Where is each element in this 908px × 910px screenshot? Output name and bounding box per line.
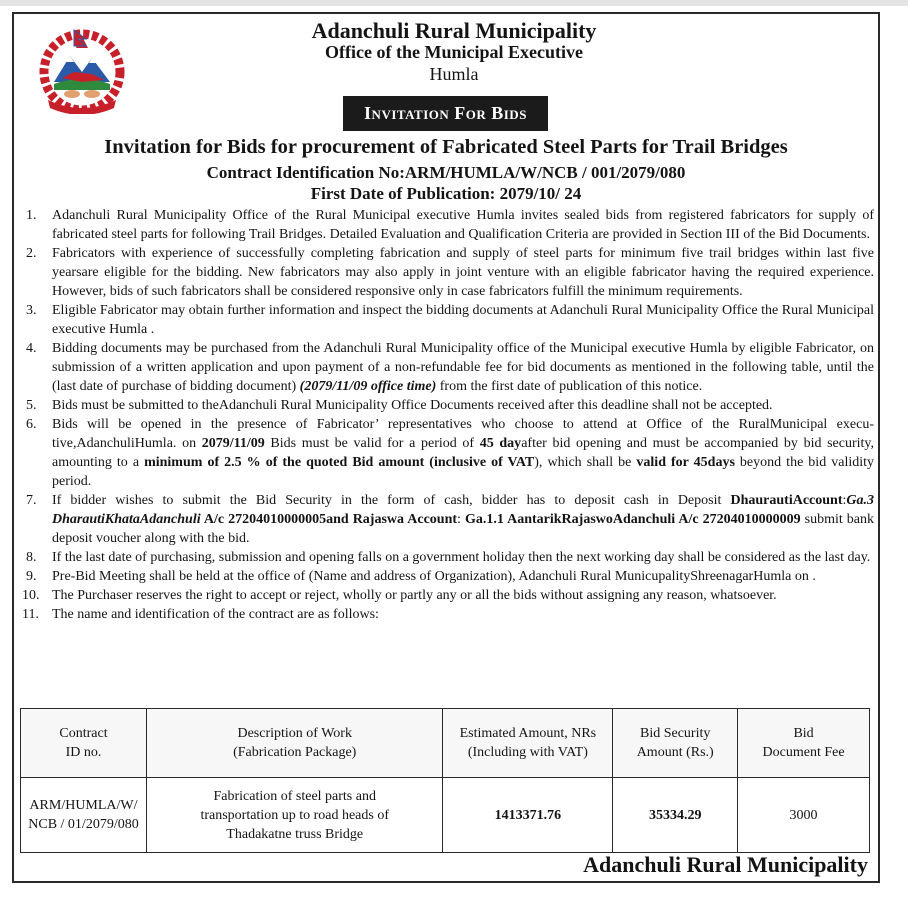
header-line: Bid [793, 726, 814, 741]
cell-contract-id [21, 778, 147, 853]
table-header-row [21, 709, 870, 778]
top-edge [0, 0, 908, 6]
clause-5 [22, 396, 874, 415]
header-line: Estimated Amount, NRs [459, 726, 597, 741]
header-line: (Including with VAT) [467, 745, 588, 760]
footer-signature: Adanchuli Rural Municipality [583, 852, 868, 877]
purchase-deadline: (2079/11/09 office time) [299, 379, 437, 394]
cell-document-fee: 3000 [738, 778, 870, 853]
cell-bid-security: 35334.29 [613, 778, 738, 853]
header-line: ID no. [65, 745, 102, 760]
clause-10 [22, 586, 874, 605]
office-name: Office of the Municipal Executive [325, 42, 583, 62]
publication-date: First Date of Publication: 2079/10/ 24 [310, 184, 582, 203]
cell-line: Thadakatne truss Bridge [226, 826, 364, 842]
organization-name: Adanchuli Rural Municipality [311, 18, 597, 43]
header-line: Contract [59, 726, 108, 741]
clause-number: 1. [26, 208, 37, 223]
header-contract-id [21, 709, 147, 778]
clause-6 [22, 415, 874, 491]
notice-title: Invitation for Bids for procurement of Fabricated Steel Parts for Trail Bridges [104, 136, 788, 158]
clause-8 [22, 548, 874, 567]
clause-text: Bids must be submitted to theAdanchuli Rural Municipality Office Documents received after this deadline shall not be accepted. [52, 398, 773, 413]
deposit-account-name: Ga.3 DharautiKhataAdanchuli [52, 493, 874, 527]
clause-number: 10. [22, 588, 40, 603]
clause-text: ), which shall be [534, 455, 637, 470]
clause-text: Pre-Bid Meeting shall be held at the office of (Name and address of Organization), Adanchuli Rural MunicupalityShreenagarHumla on . [52, 569, 816, 584]
clause-text: from the first date of publication of this notice. [436, 379, 703, 394]
contract-table [20, 708, 870, 853]
clause-list [22, 206, 874, 624]
header-line: Amount (Rs.) [636, 745, 714, 760]
cell-line: NCB / 01/2079/080 [28, 817, 139, 832]
clause-number: 9. [26, 569, 37, 584]
clause-number: 8. [26, 550, 37, 565]
clause-text: The name and identification of the contract are as follows: [52, 607, 379, 622]
clause-text: after bid opening and must be accompanied by bid security, amounting to a [52, 436, 875, 470]
clause-number: 4. [26, 341, 37, 356]
security-percentage: minimum of 2.5 % of the quoted Bid amount (inclusive of VAT [144, 455, 535, 470]
cell-line: Fabrication of steel parts and [213, 788, 376, 804]
clause-9 [22, 567, 874, 586]
clause-text: : [457, 512, 465, 527]
clause-number: 7. [26, 493, 37, 508]
deposit-account: DhaurautiAccount [730, 493, 843, 508]
cell-line: ARM/HUMLA/W/ [29, 798, 138, 813]
clause-text: Bids will be opened in the presence of Fabricator’ representatives who choose to attend at Office of the RuralMunicipal execu-tive,AdanchuliHumla. on [52, 417, 874, 451]
district-name: Humla [429, 64, 479, 84]
clause-text: Fabricators with experience of successfully completing fabrication and supply of steel parts for minimum five trail bridges within last five yearsare eligible for the bidding. New fabricators may also apply in joint venture with an eligible fabricator having the required experience. However, bids of such fabricators shall be considered responsive only in case fabricators fulfill the minimum requirements. [52, 246, 874, 299]
clause-number: 3. [26, 303, 37, 318]
header-line: Description of Work [237, 726, 352, 741]
clause-number: 6. [26, 417, 37, 432]
clause-number: 11. [22, 607, 39, 622]
header-line: (Fabrication Package) [233, 745, 357, 760]
clause-text: Adanchuli Rural Municipality Office of the Rural Municipal executive Humla invites sealed bids from registered fabricators for supply of fabricated steel parts for following Trail Bridges. Detailed Evaluation and Qualification Criteria are provided in Section III of the Bid Documents. [52, 208, 874, 242]
clause-4 [22, 339, 874, 396]
clause-text: The Purchaser reserves the right to accept or reject, wholly or partly any or all the bids without assigning any reason, whatsoever. [52, 588, 777, 603]
cell-estimated-amount: 1413371.76 [443, 778, 613, 853]
clause-text: beyond the bid validity period. [52, 455, 874, 489]
clause-text: If the last date of purchasing, submission and opening falls on a government holiday then the next working day shall be considered as the last day. [52, 550, 871, 565]
invitation-badge: Invitation For Bids [343, 96, 548, 131]
table-row [21, 778, 870, 853]
clause-text: submit bank deposit voucher along with the bid. [52, 512, 874, 546]
cell-line: transportation up to road heads of [200, 807, 389, 823]
validity-days: 45 day [479, 436, 522, 451]
clause-text: If bidder wishes to submit the Bid Security in the form of cash, bidder has to deposit cash in Deposit [52, 493, 731, 508]
clause-1 [22, 206, 874, 244]
clause-2 [22, 244, 874, 301]
clause-number: 2. [26, 246, 37, 261]
clause-7 [22, 491, 874, 548]
header-document-fee [738, 709, 870, 778]
clause-text: : [842, 493, 847, 508]
deposit-account-number: A/c 27204010000005and Rajaswa Account [200, 512, 458, 527]
clause-3 [22, 301, 874, 339]
header-line: Document Fee [762, 745, 845, 760]
clause-number: 5. [26, 398, 37, 413]
security-validity: valid for 45days [636, 455, 735, 470]
opening-date: 2079/11/09 [201, 436, 265, 451]
header-line: Bid Security [639, 726, 711, 741]
cell-description [146, 778, 443, 853]
revenue-account: Ga.1.1 AantarikRajaswoAdanchuli A/c 27204010000009 [464, 512, 801, 527]
header-bid-security [613, 709, 738, 778]
header-estimated-amount [443, 709, 613, 778]
nepal-emblem-icon [34, 26, 130, 114]
header-description [146, 709, 443, 778]
contract-identification: Contract Identification No:ARM/HUMLA/W/NCB / 001/2079/080 [206, 163, 686, 182]
clause-11 [22, 605, 874, 624]
clause-text: Eligible Fabricator may obtain further information and inspect the bidding documents at Adanchuli Rural Municipality Office the Rural Municipal executive Humla . [52, 303, 874, 337]
clause-text: Bids must be valid for a period of [264, 436, 480, 451]
clause-text: Bidding documents may be purchased from the Adanchuli Rural Municipality office of the Municipal executive Humla by eligible Fabricator, on submission of a written application and upon payment of a non-refundable fee for bid documents as mentioned in the following table, until the (last date of purchase of bidding document) [52, 341, 874, 394]
